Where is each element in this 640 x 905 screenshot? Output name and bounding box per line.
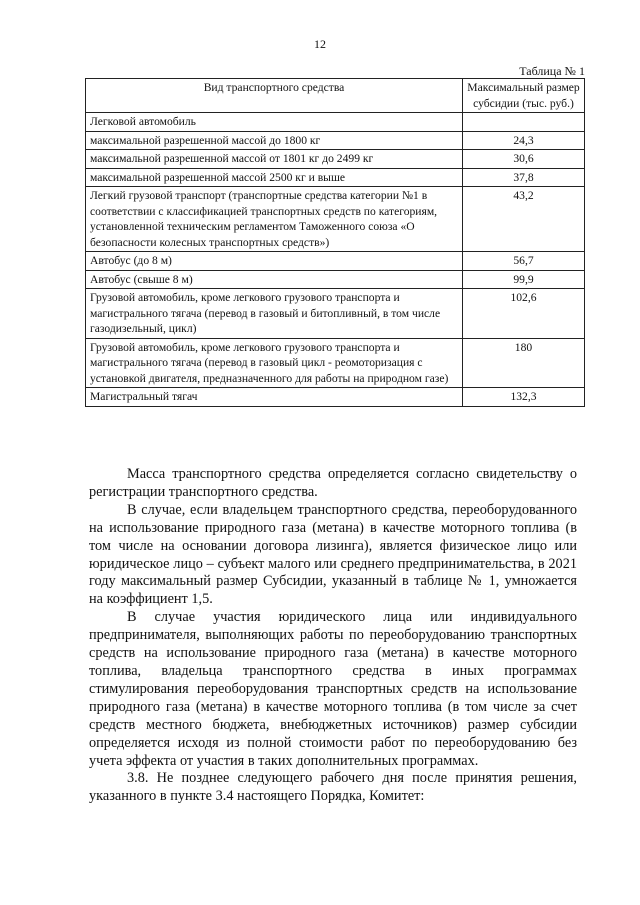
column-header-max-subsidy: Максимальный размер субсидии (тыс. руб.) — [463, 79, 585, 113]
row-value: 132,3 — [463, 388, 585, 407]
subsidy-table — [85, 78, 585, 407]
row-label: максимальной разрешенной массой от 1801 кг до 2499 кг — [86, 150, 463, 169]
row-value: 180 — [463, 338, 585, 388]
row-label: Магистральный тягач — [86, 388, 463, 407]
row-value: 37,8 — [463, 168, 585, 187]
table-row — [86, 131, 585, 150]
table-row — [86, 388, 585, 407]
row-label: Автобус (до 8 м) — [86, 252, 463, 271]
paragraph-mass-definition: Масса транспортного средства определяется согласно свидетельству о регистрации транспортного средства. — [89, 466, 577, 500]
table-row — [86, 113, 585, 132]
row-value: 24,3 — [463, 131, 585, 150]
row-value: 99,9 — [463, 270, 585, 289]
body-text — [89, 466, 577, 806]
table-row — [86, 168, 585, 187]
row-label: Автобус (свыше 8 м) — [86, 270, 463, 289]
column-header-vehicle-type: Вид транспортного средства — [86, 79, 463, 113]
table-header-row — [86, 79, 585, 113]
table-row — [86, 252, 585, 271]
row-label: Легковой автомобиль — [86, 113, 463, 132]
table-row — [86, 270, 585, 289]
table-row — [86, 187, 585, 252]
paragraph-section-3-8: 3.8. Не позднее следующего рабочего дня после принятия решения, указанного в пункте 3.4 настоящего Порядка, Комитет: — [89, 770, 577, 805]
table-row — [86, 150, 585, 169]
row-value: 102,6 — [463, 289, 585, 339]
paragraph-other-programs: В случае участия юридического лица или индивидуального предпринимателя, выполняющих работы по переоборудованию транспортных средств на использование природного газа (метана) в качестве моторного топлива, владельца транспортного средства в иных программах стимулирования переоборудования транспортных средств на использование природного газа (метана) в качестве моторного топлива (в том числе за счет средств местного бюджета, внебюджетных источников) размер субсидии определяется исходя из полной стоимости работ по переоборудованию без учета эффекта от участия в таких дополнительных программах. — [89, 609, 577, 769]
row-label: максимальной разрешенной массой до 1800 кг — [86, 131, 463, 150]
page-number: 12 — [314, 37, 326, 51]
row-label: Грузовой автомобиль, кроме легкового грузового транспорта и магистрального тягача (перевод в газовый цикл - реомоторизация с установкой двигателя, предназначенного для работы на природном газе) — [86, 338, 463, 388]
row-value: 43,2 — [463, 187, 585, 252]
row-label: Легкий грузовой транспорт (транспортные средства категории №1 в соответствии с классификацией транспортных средств по категориям, установленной техническим регламентом Таможенного союза «О безопасности колесных транспортных средств») — [86, 187, 463, 252]
table-caption: Таблица № 1 — [519, 64, 585, 78]
paragraph-coefficient: В случае, если владельцем транспортного средства, переоборудованного на использование природного газа (метана) в качестве моторного топлива (в том числе на основании договора лизинга), является физическое лицо или юридическое лицо – субъект малого или среднего предпринимательства, в 2021 году максимальный размер Субсидии, указанный в таблице № 1, умножается на коэффициент 1,5. — [89, 501, 577, 608]
row-label: максимальной разрешенной массой 2500 кг и выше — [86, 168, 463, 187]
row-label: Грузовой автомобиль, кроме легкового грузового транспорта и магистрального тягача (перевод в газовый и битопливный, в том числе газодизельный, цикл) — [86, 289, 463, 339]
table-row — [86, 289, 585, 339]
table-row — [86, 338, 585, 388]
row-value — [463, 113, 585, 132]
row-value: 30,6 — [463, 150, 585, 169]
row-value: 56,7 — [463, 252, 585, 271]
